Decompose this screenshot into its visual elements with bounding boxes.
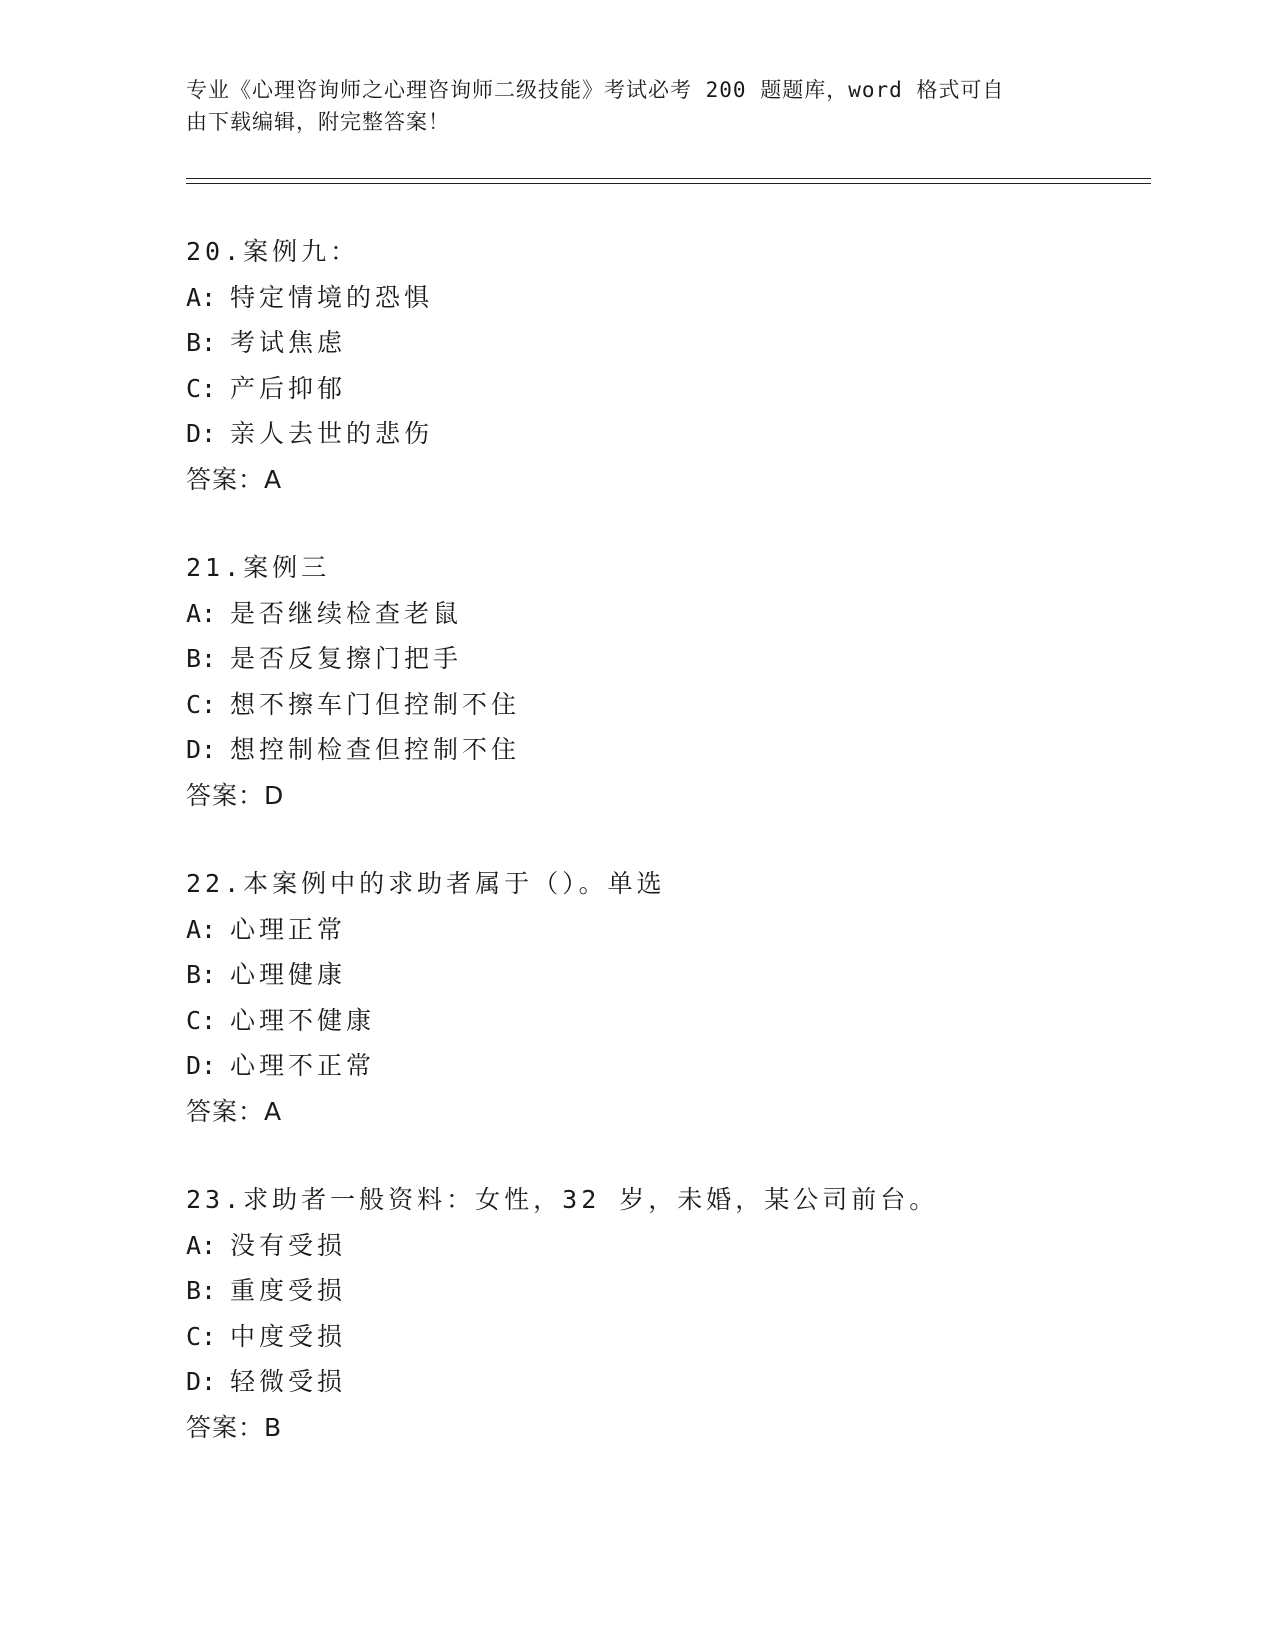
option-a	[186, 907, 1136, 953]
option-d	[186, 1043, 1136, 1089]
option-d	[186, 1359, 1136, 1405]
document-header	[186, 74, 1066, 138]
option-b	[186, 1268, 1136, 1314]
option-c	[186, 1314, 1136, 1360]
option-text: 心理不正常	[230, 1051, 376, 1080]
option-c	[186, 998, 1136, 1044]
option-letter: D:	[186, 1051, 217, 1080]
option-letter: B:	[186, 644, 217, 673]
question-block	[186, 229, 1136, 502]
question-block	[186, 1177, 1136, 1450]
answer-line: 答案：D	[186, 780, 285, 810]
option-letter: C:	[186, 1005, 217, 1035]
option-d	[186, 727, 1136, 773]
answer-line: 答案：A	[186, 1096, 283, 1126]
option-text: 中度受损	[230, 1321, 347, 1351]
option-a	[186, 1223, 1136, 1269]
option-c	[186, 682, 1136, 728]
option-text: 重度受损	[230, 1276, 347, 1305]
option-b	[186, 636, 1136, 682]
option-text: 亲人去世的悲伤	[230, 419, 434, 448]
header-line-1: 专业《心理咨询师之心理咨询师二级技能》考试必考 200 题题库，word 格式可自	[186, 78, 1005, 102]
option-a	[186, 275, 1136, 321]
option-letter: D:	[186, 735, 217, 764]
option-text: 想不擦车门但控制不住	[230, 689, 521, 719]
option-text: 是否反复擦门把手	[230, 644, 463, 673]
question-stem: 23.求助者一般资料：女性，32 岁，未婚，某公司前台。	[186, 1185, 939, 1214]
option-a	[186, 591, 1136, 637]
option-letter: A:	[186, 598, 217, 628]
question-stem: 21.案例三	[186, 553, 331, 582]
option-letter: D:	[186, 1367, 217, 1396]
option-letter: D:	[186, 419, 217, 448]
answer-line: 答案：B	[186, 1412, 283, 1442]
option-letter: A:	[186, 1230, 217, 1260]
option-text: 轻微受损	[230, 1367, 347, 1396]
option-letter: B:	[186, 328, 217, 357]
option-letter: B:	[186, 1276, 217, 1305]
option-b	[186, 320, 1136, 366]
header-line-2: 由下载编辑，附完整答案！	[186, 110, 450, 134]
question-stem: 20.案例九：	[186, 237, 360, 266]
option-text: 是否继续检查老鼠	[230, 598, 463, 628]
question-block	[186, 545, 1136, 818]
option-text: 想控制检查但控制不住	[230, 735, 521, 764]
option-text: 心理正常	[230, 914, 347, 944]
option-text: 没有受损	[230, 1230, 347, 1260]
option-text: 产后抑郁	[230, 373, 347, 403]
option-letter: C:	[186, 1321, 217, 1351]
question-block	[186, 861, 1136, 1134]
option-letter: A:	[186, 914, 217, 944]
option-letter: C:	[186, 373, 217, 403]
option-d	[186, 411, 1136, 457]
answer-line: 答案：A	[186, 464, 283, 494]
option-b	[186, 952, 1136, 998]
option-text: 考试焦虑	[230, 328, 347, 357]
option-text: 心理健康	[230, 960, 347, 989]
option-letter: B:	[186, 960, 217, 989]
option-letter: C:	[186, 689, 217, 719]
option-text: 特定情境的恐惧	[230, 282, 434, 312]
header-divider-top	[186, 178, 1151, 179]
option-text: 心理不健康	[230, 1005, 376, 1035]
question-stem: 22.本案例中的求助者属于（）。单选	[186, 869, 666, 898]
option-c	[186, 366, 1136, 412]
option-letter: A:	[186, 282, 217, 312]
header-divider-bottom	[186, 183, 1151, 184]
